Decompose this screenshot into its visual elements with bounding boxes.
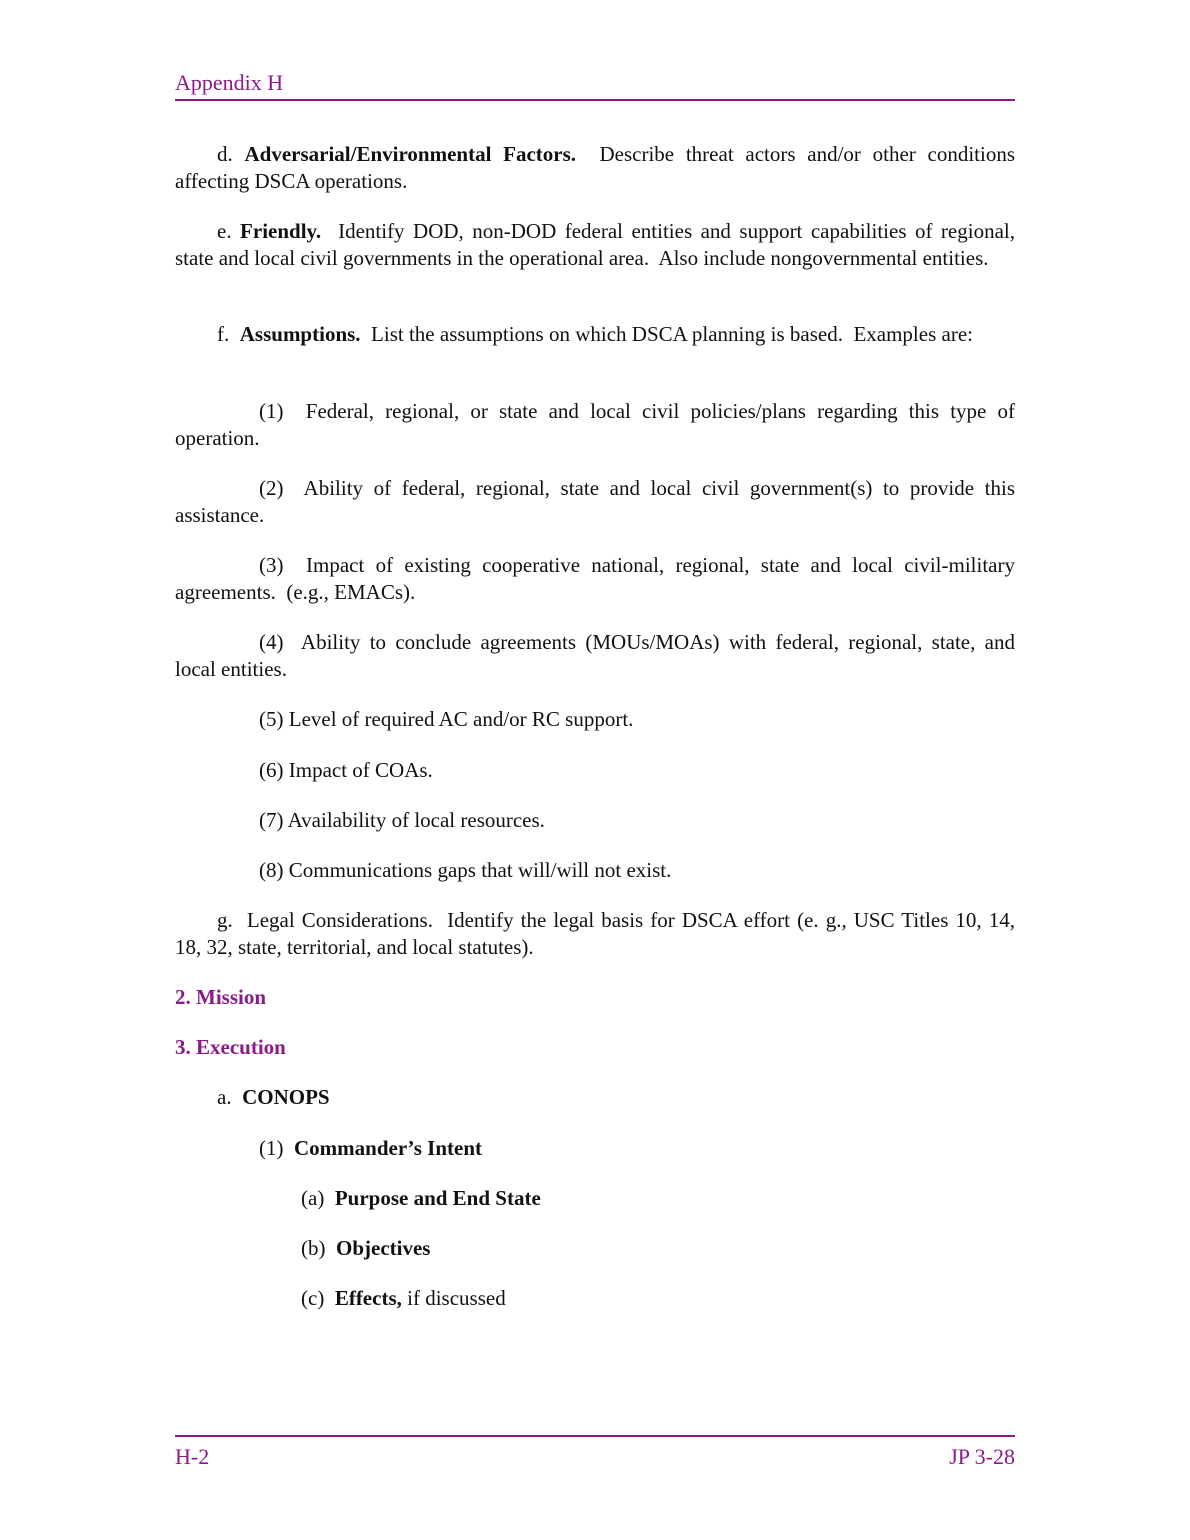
publication-id: JP 3-28 — [949, 1444, 1015, 1469]
paragraph-e — [175, 218, 1021, 271]
assumption-item: (2) Ability of federal, regional, state and local civil government(s) to provide this assistance. — [175, 476, 1021, 527]
page-number: H-2 — [175, 1444, 210, 1469]
subitem-heading: Purpose and End State — [334, 1186, 541, 1210]
subitem-heading: Effects, — [334, 1286, 402, 1310]
paragraph-f — [175, 321, 1015, 348]
paragraph-d-prefix: d. — [217, 142, 245, 166]
paragraph-e-text: Identify DOD, non-DOD federal entities and support capabilities of regional, state and local civil governments in the operational area. Also include nongovernmental entities. — [175, 219, 1021, 270]
section-heading-mission: 2. Mission — [175, 985, 267, 1009]
subitem-prefix: (a) — [301, 1186, 335, 1210]
intent-subitem — [301, 1185, 541, 1212]
conops-prefix: a. — [217, 1085, 243, 1109]
subitem-prefix: (c) — [301, 1286, 335, 1310]
assumption-item: (7) Availability of local resources. — [259, 808, 545, 832]
conops-item — [217, 1084, 330, 1111]
assumption-item: (1) Federal, regional, or state and local civil policies/plans regarding this type of operation. — [175, 399, 1021, 450]
paragraph-d-text: Describe threat actors and/or other conditions affecting DSCA operations. — [175, 142, 1021, 193]
paragraph-e-prefix: e. — [217, 219, 241, 243]
assumption-item: (4) Ability to conclude agreements (MOUs/MOAs) with federal, regional, state, and local entities. — [175, 630, 1021, 681]
subitem-suffix: if discussed — [401, 1286, 506, 1310]
paragraph-e-heading: Friendly. — [240, 219, 322, 243]
conops-heading: CONOPS — [242, 1085, 330, 1109]
subitem-prefix: (b) — [301, 1236, 336, 1260]
section-heading-execution: 3. Execution — [175, 1035, 286, 1059]
commanders-intent-item — [259, 1135, 482, 1162]
page-header-title: Appendix H — [175, 70, 284, 95]
assumption-item: (3) Impact of existing cooperative national, regional, state and local civil-military agreements. (e.g., EMACs). — [175, 553, 1021, 604]
subitem-heading: Objectives — [336, 1236, 431, 1260]
intent-prefix: (1) — [259, 1136, 294, 1160]
header-rule — [175, 99, 1015, 101]
intent-subitem — [301, 1285, 506, 1312]
paragraph-g: g. Legal Considerations. Identify the legal basis for DSCA effort (e. g., USC Titles 10, 14, 18, 32, state, territorial, and local statutes). — [175, 908, 1021, 959]
paragraph-d-heading: Adversarial/Environmental Factors. — [244, 142, 577, 166]
paragraph-f-heading: Assumptions. — [239, 322, 361, 346]
assumption-item: (6) Impact of COAs. — [259, 758, 433, 782]
paragraph-f-prefix: f. — [217, 322, 240, 346]
paragraph-d — [175, 141, 1021, 194]
intent-subitem — [301, 1235, 430, 1262]
assumption-item: (8) Communications gaps that will/will not exist. — [259, 858, 672, 882]
assumption-item: (5) Level of required AC and/or RC support. — [259, 707, 634, 731]
intent-heading: Commander’s Intent — [294, 1136, 483, 1160]
footer-rule — [175, 1435, 1015, 1437]
paragraph-f-text: List the assumptions on which DSCA planning is based. Examples are: — [360, 322, 973, 346]
